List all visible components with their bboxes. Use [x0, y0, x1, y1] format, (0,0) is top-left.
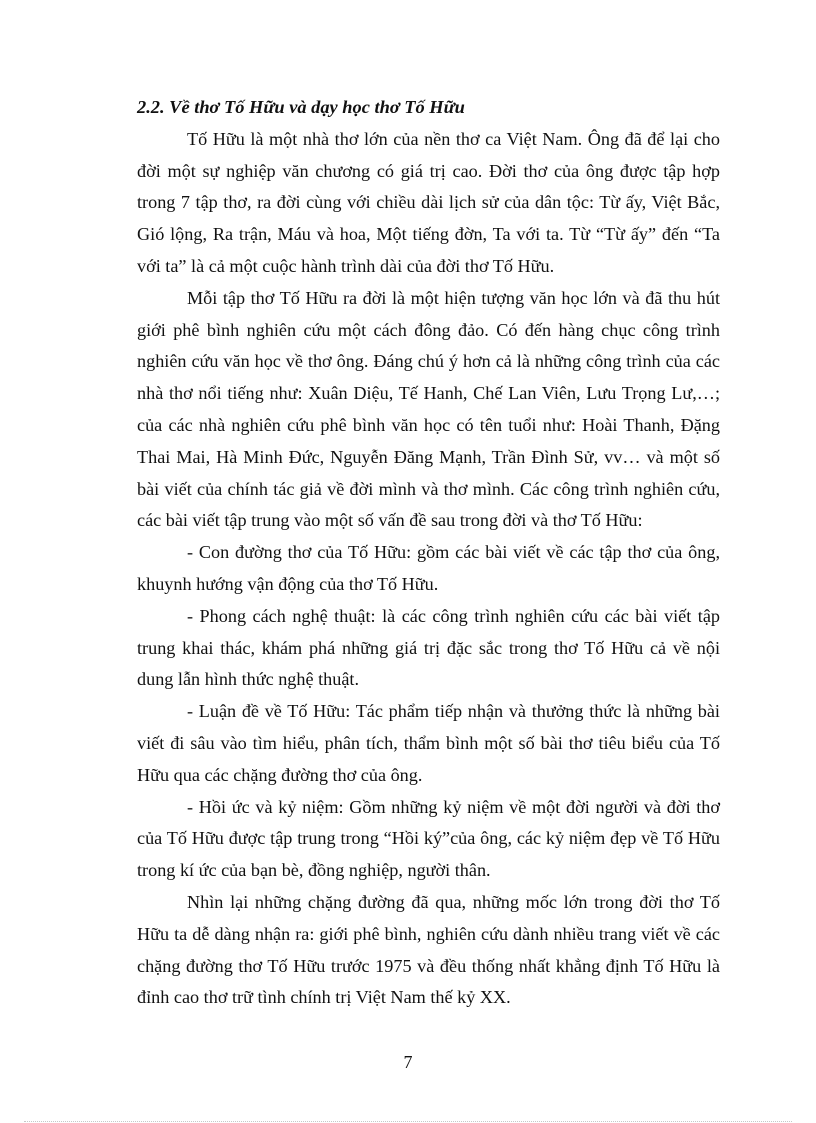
list-item-thesis: - Luận đề về Tố Hữu: Tác phẩm tiếp nhận và thưởng thức là những bài viết đi sâu vào tìm hiểu, phân tích, thẩm bình một số bài thơ tiêu biểu của Tố Hữu qua các chặng đường thơ của ông.	[137, 701, 720, 785]
paragraph-research: Mỗi tập thơ Tố Hữu ra đời là một hiện tượng văn học lớn và đã thu hút giới phê bình nghiên cứu một cách đông đảo. Có đến hàng chục công trình nghiên cứu văn học về thơ ông. Đáng chú ý hơn cả là những công trình của các nhà thơ nổi tiếng như: Xuân Diệu, Tế Hanh, Chế Lan Viên, Lưu Trọng Lư,…; của các nhà nghiên cứu phê bình văn học có tên tuổi như: Hoài Thanh, Đặng Thai Mai, Hà Minh Đức, Nguyễn Đăng Mạnh, Trần Đình Sử, vv… và một số bài viết của chính tác giả về đời mình và thơ mình. Các công trình nghiên cứu, các bài viết tập trung vào một số vấn đề sau trong đời và thơ Tố Hữu:	[137, 287, 720, 531]
list-item-poetic-path: - Con đường thơ của Tố Hữu: gồm các bài viết về các tập thơ của ông, khuynh hướng vận động của thơ Tố Hữu.	[137, 542, 720, 594]
list-item-artistic-style: - Phong cách nghệ thuật: là các công trình nghiên cứu các bài viết tập trung khai thác, khám phá những giá trị đặc sắc trong thơ Tố Hữu cả về nội dung lẫn hình thức nghệ thuật.	[137, 605, 720, 690]
section-heading: 2.2. Về thơ Tố Hữu và dạy học thơ Tố Hữu	[137, 97, 465, 117]
page-content	[137, 92, 720, 1014]
list-item-memoirs: - Hồi ức và kỷ niệm: Gồm những kỷ niệm về một đời người và đời thơ của Tố Hữu được tập trung trong “Hồi ký”của ông, các kỷ niệm đẹp về Tố Hữu trong kí ức của bạn bè, đồng nghiệp, người thân.	[137, 796, 720, 881]
page-bottom-divider	[24, 1121, 792, 1122]
paragraph-intro: Tố Hữu là một nhà thơ lớn của nền thơ ca Việt Nam. Ông đã để lại cho đời một sự nghiệp văn chương có giá trị cao. Đời thơ của ông được tập hợp trong 7 tập thơ, ra đời cùng với chiều dài lịch sử của dân tộc: Từ ấy, Việt Bắc, Gió lộng, Ra trận, Máu và hoa, Một tiếng đờn, Ta với ta. Từ “Từ ấy” đến “Ta với ta” là cả một cuộc hành trình dài của đời thơ Tố Hữu.	[137, 128, 720, 276]
page-number: 7	[403, 1052, 413, 1072]
paragraph-conclusion: Nhìn lại những chặng đường đã qua, những mốc lớn trong đời thơ Tố Hữu ta dễ dàng nhận ra: giới phê bình, nghiên cứu dành nhiều trang viết về các chặng đường thơ Tố Hữu trước 1975 và đều thống nhất khẳng định Tố Hữu là đỉnh cao thơ trữ tình chính trị Việt Nam thế kỷ XX.	[137, 891, 720, 1008]
